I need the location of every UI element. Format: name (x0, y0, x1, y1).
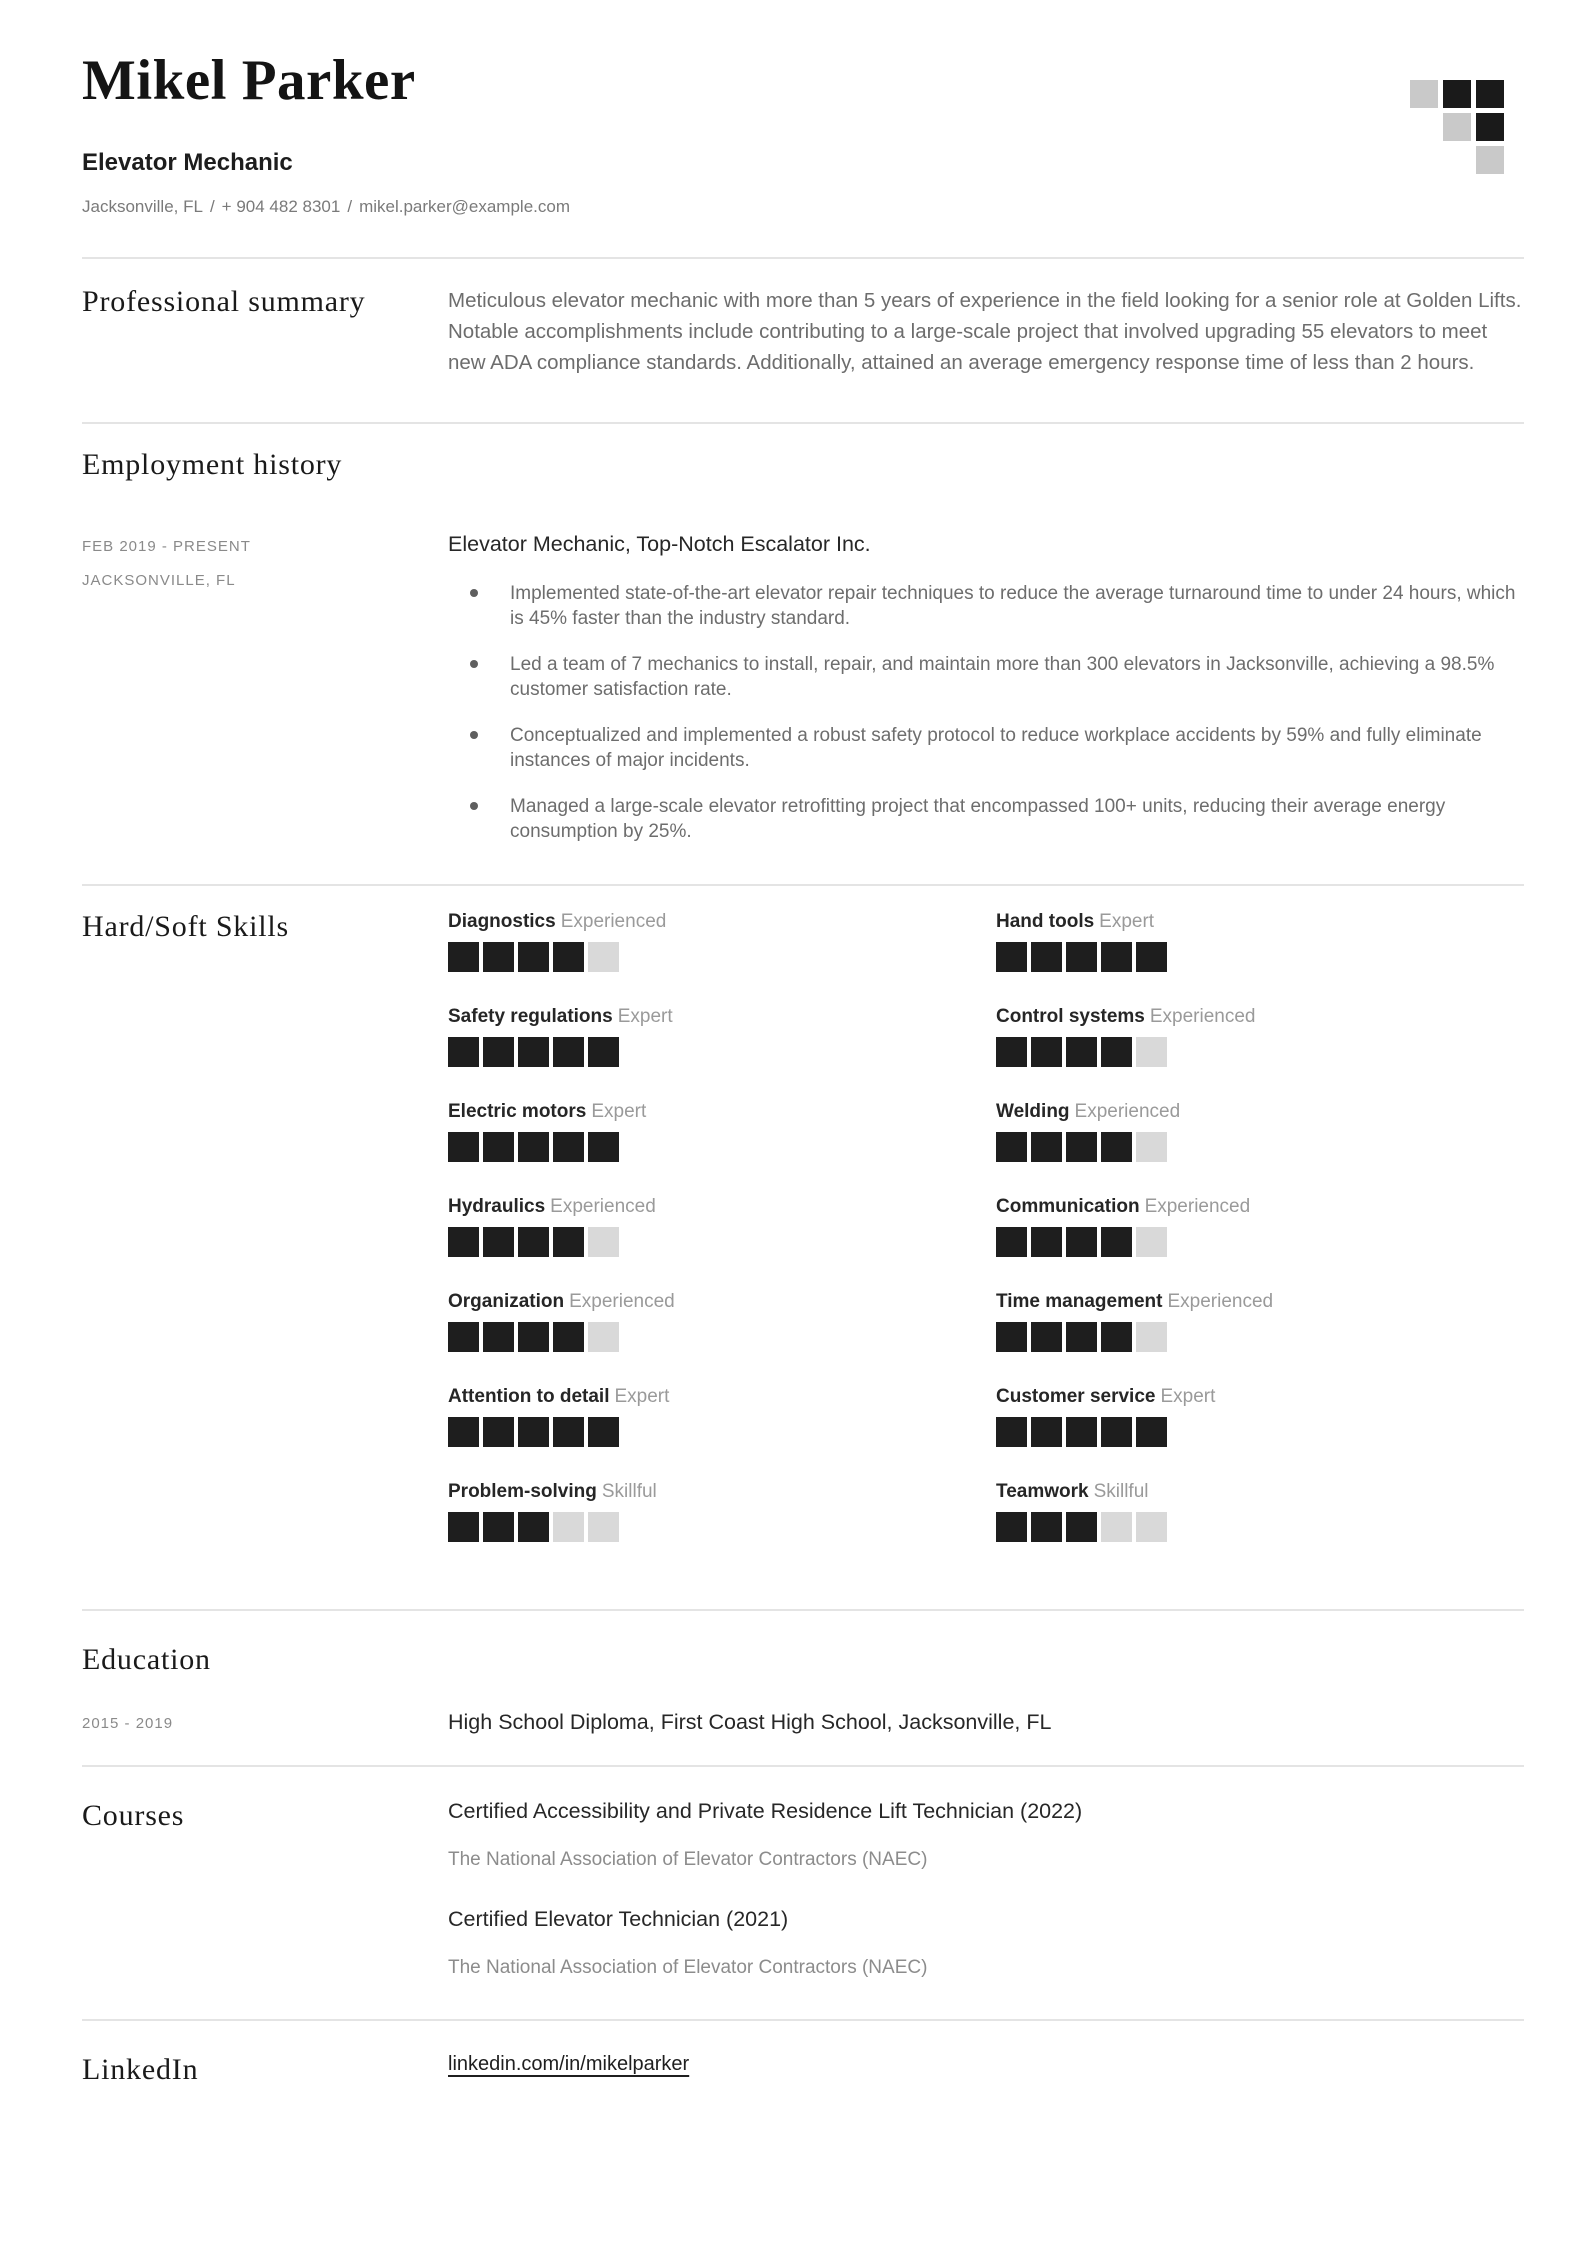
skill-rating-bar (996, 1227, 1524, 1257)
linkedin-link[interactable]: linkedin.com/in/mikelparker (448, 2052, 690, 2075)
rating-square-empty (1136, 1132, 1167, 1162)
rating-square-filled (1101, 1417, 1132, 1447)
rating-square-empty (588, 1227, 619, 1257)
job-details (448, 532, 1524, 844)
rating-square-filled (518, 1037, 549, 1067)
skill-rating-bar (996, 942, 1524, 972)
logo-square-gray (1410, 80, 1438, 108)
skill-name: Problem-solving (448, 1481, 597, 1503)
contact-line (82, 197, 1524, 217)
rating-square-filled (1066, 1417, 1097, 1447)
skill-rating-bar (448, 1132, 996, 1162)
skill-label (996, 1385, 1524, 1409)
rating-square-filled (483, 1037, 514, 1067)
skill-label (996, 1100, 1524, 1124)
section-courses (82, 1765, 1524, 2019)
skill-rating-bar (448, 1512, 996, 1542)
job-bullet: Conceptualized and implemented a robust safety protocol to reduce workplace accidents by 59% and fully eliminate instances of major incidents. (448, 723, 1524, 773)
rating-square-filled (448, 1037, 479, 1067)
rating-square-filled (518, 942, 549, 972)
skill-label (448, 1385, 996, 1409)
contact-separator: / (347, 196, 353, 216)
rating-square-filled (448, 1512, 479, 1542)
rating-square-filled (448, 1132, 479, 1162)
header (82, 50, 1524, 217)
skill-label (448, 910, 996, 934)
skill-rating-bar (448, 942, 996, 972)
course-institution: The National Association of Elevator Contractors (NAEC) (448, 1956, 928, 1978)
rating-square-empty (588, 1322, 619, 1352)
skill-name: Welding (996, 1101, 1070, 1123)
rating-square-filled (483, 942, 514, 972)
rating-square-filled (553, 942, 584, 972)
rating-square-filled (1031, 1227, 1062, 1257)
skill-level: Expert (1160, 1386, 1216, 1408)
rating-square-empty (1136, 1037, 1167, 1067)
rating-square-filled (518, 1227, 549, 1257)
rating-square-filled (588, 1037, 619, 1067)
skill-name: Hand tools (996, 911, 1095, 933)
skill-rating-bar (448, 1322, 996, 1352)
job-location: JACKSONVILLE, FL (82, 572, 236, 590)
skill-rating-bar (996, 1417, 1524, 1447)
skill-level: Experienced (1074, 1101, 1181, 1123)
education-heading: Education (82, 1643, 211, 1677)
skill-label (448, 1195, 996, 1219)
courses-list (448, 1799, 1524, 1979)
rating-square-filled (1136, 1417, 1167, 1447)
skill-item (448, 1195, 996, 1257)
brand-logo-icon (1410, 80, 1506, 176)
course-institution: The National Association of Elevator Contractors (NAEC) (448, 1848, 928, 1870)
rating-square-empty (1136, 1512, 1167, 1542)
rating-square-filled (448, 1417, 479, 1447)
rating-square-filled (1031, 1322, 1062, 1352)
rating-square-filled (1031, 1512, 1062, 1542)
rating-square-filled (1031, 1132, 1062, 1162)
skill-item (996, 1290, 1524, 1352)
skill-item (448, 1005, 996, 1067)
skill-item (996, 910, 1524, 972)
rating-square-filled (518, 1322, 549, 1352)
rating-square-filled (996, 1417, 1027, 1447)
rating-square-filled (483, 1322, 514, 1352)
section-linkedin (82, 2019, 1524, 2128)
rating-square-filled (1031, 1037, 1062, 1067)
rating-square-empty (1136, 1227, 1167, 1257)
skill-rating-bar (996, 1322, 1524, 1352)
rating-square-filled (996, 1037, 1027, 1067)
skill-label (996, 1290, 1524, 1314)
rating-square-filled (996, 1227, 1027, 1257)
rating-square-filled (483, 1132, 514, 1162)
skill-rating-bar (448, 1037, 996, 1067)
skill-level: Expert (1099, 911, 1155, 933)
courses-heading: Courses (82, 1798, 185, 1832)
skill-label (996, 1005, 1524, 1029)
contact-email: mikel.parker@example.com (359, 196, 570, 216)
job-meta-column (82, 532, 448, 844)
skill-level: Expert (591, 1101, 647, 1123)
skill-item (448, 1100, 996, 1162)
rating-square-empty (1136, 1322, 1167, 1352)
logo-square-gray (1476, 146, 1504, 174)
skill-rating-bar (996, 1037, 1524, 1067)
contact-separator: / (209, 196, 215, 216)
skill-label (448, 1480, 996, 1504)
linkedin-heading: LinkedIn (82, 2052, 199, 2086)
skill-rating-bar (996, 1512, 1524, 1542)
rating-square-filled (1031, 1417, 1062, 1447)
skill-label (996, 910, 1524, 934)
skill-level: Experienced (569, 1291, 675, 1313)
rating-square-empty (588, 942, 619, 972)
person-job-title: Elevator Mechanic (82, 148, 293, 176)
skill-item (448, 910, 996, 972)
job-bullet: Managed a large-scale elevator retrofitting project that encompassed 100+ units, reducing their average energy consumption by 25%. (448, 794, 1524, 844)
rating-square-filled (1101, 942, 1132, 972)
job-bullet: Led a team of 7 mechanics to install, repair, and maintain more than 300 elevators in Jacksonville, achieving a 98.5% customer satisfaction rate. (448, 652, 1524, 702)
rating-square-filled (1136, 942, 1167, 972)
skill-name: Control systems (996, 1006, 1145, 1028)
skill-name: Attention to detail (448, 1386, 610, 1408)
skill-level: Experienced (1144, 1196, 1251, 1218)
skills-grid (448, 910, 1524, 1575)
logo-square-black (1476, 113, 1504, 141)
rating-square-filled (448, 1227, 479, 1257)
rating-square-filled (483, 1512, 514, 1542)
rating-square-empty (588, 1512, 619, 1542)
skill-label (448, 1005, 996, 1029)
skill-level: Experienced (550, 1196, 656, 1218)
rating-square-filled (1066, 1227, 1097, 1257)
rating-square-filled (553, 1227, 584, 1257)
skill-level: Experienced (1167, 1291, 1274, 1313)
rating-square-filled (483, 1417, 514, 1447)
skill-label (448, 1100, 996, 1124)
skill-level: Experienced (1149, 1006, 1256, 1028)
rating-square-filled (1066, 1132, 1097, 1162)
education-dates: 2015 - 2019 (82, 1714, 174, 1732)
course-item (448, 1907, 1524, 1979)
rating-square-filled (588, 1417, 619, 1447)
skill-name: Electric motors (448, 1101, 587, 1123)
skill-item (996, 1195, 1524, 1257)
course-item (448, 1799, 1524, 1871)
skill-name: Communication (996, 1196, 1140, 1218)
contact-phone: + 904 482 8301 (221, 196, 341, 216)
skill-name: Organization (448, 1291, 565, 1313)
rating-square-filled (1101, 1322, 1132, 1352)
job-title-line: Elevator Mechanic, Top-Notch Escalator Inc. (448, 532, 871, 557)
rating-square-filled (996, 1132, 1027, 1162)
rating-square-filled (588, 1132, 619, 1162)
skill-label (996, 1195, 1524, 1219)
skill-name: Customer service (996, 1386, 1156, 1408)
rating-square-filled (1101, 1037, 1132, 1067)
skill-name: Diagnostics (448, 911, 556, 933)
rating-square-filled (1066, 942, 1097, 972)
section-professional-summary (82, 257, 1524, 422)
rating-square-filled (996, 1322, 1027, 1352)
logo-square-black (1476, 80, 1504, 108)
rating-square-filled (553, 1322, 584, 1352)
job-bullet-list (448, 581, 1524, 844)
skill-level: Expert (614, 1386, 670, 1408)
logo-square-black (1443, 80, 1471, 108)
section-education (82, 1609, 1524, 1765)
rating-square-filled (996, 942, 1027, 972)
rating-square-filled (1101, 1132, 1132, 1162)
skill-item (448, 1290, 996, 1352)
course-title: Certified Elevator Technician (2021) (448, 1906, 789, 1931)
skill-rating-bar (448, 1417, 996, 1447)
rating-square-filled (518, 1132, 549, 1162)
rating-square-filled (1031, 942, 1062, 972)
rating-square-filled (518, 1417, 549, 1447)
skill-name: Time management (996, 1291, 1163, 1313)
skill-item (996, 1005, 1524, 1067)
rating-square-filled (1066, 1037, 1097, 1067)
job-dates: FEB 2019 - PRESENT (82, 538, 251, 556)
section-employment-history (82, 422, 1524, 885)
rating-square-empty (1101, 1512, 1132, 1542)
skill-item (996, 1100, 1524, 1162)
skill-rating-bar (996, 1132, 1524, 1162)
course-title: Certified Accessibility and Private Residence Lift Technician (2022) (448, 1798, 1083, 1823)
skill-item (448, 1480, 996, 1542)
contact-location: Jacksonville, FL (82, 196, 203, 216)
rating-square-filled (483, 1227, 514, 1257)
summary-text: Meticulous elevator mechanic with more than 5 years of experience in the field looking for a senior role at Golden Lifts. Notable accomplishments include contributing to a large-scale project that involved upgrading 55 elevators to meet new ADA compliance standards. Additionally, attained an average emergency response time of less than 2 hours. (448, 288, 1522, 374)
rating-square-filled (1101, 1227, 1132, 1257)
job-meta (82, 532, 448, 589)
rating-square-empty (553, 1512, 584, 1542)
skill-name: Safety regulations (448, 1006, 613, 1028)
skill-label (996, 1480, 1524, 1504)
skill-name: Teamwork (996, 1481, 1089, 1503)
rating-square-filled (448, 1322, 479, 1352)
skill-label (448, 1290, 996, 1314)
skills-heading: Hard/Soft Skills (82, 910, 289, 944)
skill-item (996, 1480, 1524, 1542)
rating-square-filled (1066, 1512, 1097, 1542)
summary-heading: Professional summary (82, 284, 366, 318)
skill-level: Skillful (601, 1481, 657, 1503)
skill-rating-bar (448, 1227, 996, 1257)
linkedin-cell (448, 2053, 1524, 2088)
rating-square-filled (553, 1037, 584, 1067)
section-skills (82, 884, 1524, 1609)
rating-square-filled (553, 1417, 584, 1447)
rating-square-filled (996, 1512, 1027, 1542)
skill-item (448, 1385, 996, 1447)
person-name: Mikel Parker (82, 49, 416, 112)
job-bullet: Implemented state-of-the-art elevator repair techniques to reduce the average turnaround time to under 24 hours, which is 45% faster than the industry standard. (448, 581, 1524, 631)
rating-square-filled (553, 1132, 584, 1162)
skill-level: Expert (617, 1006, 673, 1028)
skill-item (996, 1385, 1524, 1447)
rating-square-filled (518, 1512, 549, 1542)
skill-level: Experienced (560, 911, 667, 933)
employment-heading: Employment history (82, 447, 343, 481)
skill-name: Hydraulics (448, 1196, 546, 1218)
skill-level: Skillful (1093, 1481, 1149, 1503)
education-degree: High School Diploma, First Coast High School, Jacksonville, FL (448, 1709, 1052, 1734)
rating-square-filled (1066, 1322, 1097, 1352)
rating-square-filled (448, 942, 479, 972)
logo-square-gray (1443, 113, 1471, 141)
